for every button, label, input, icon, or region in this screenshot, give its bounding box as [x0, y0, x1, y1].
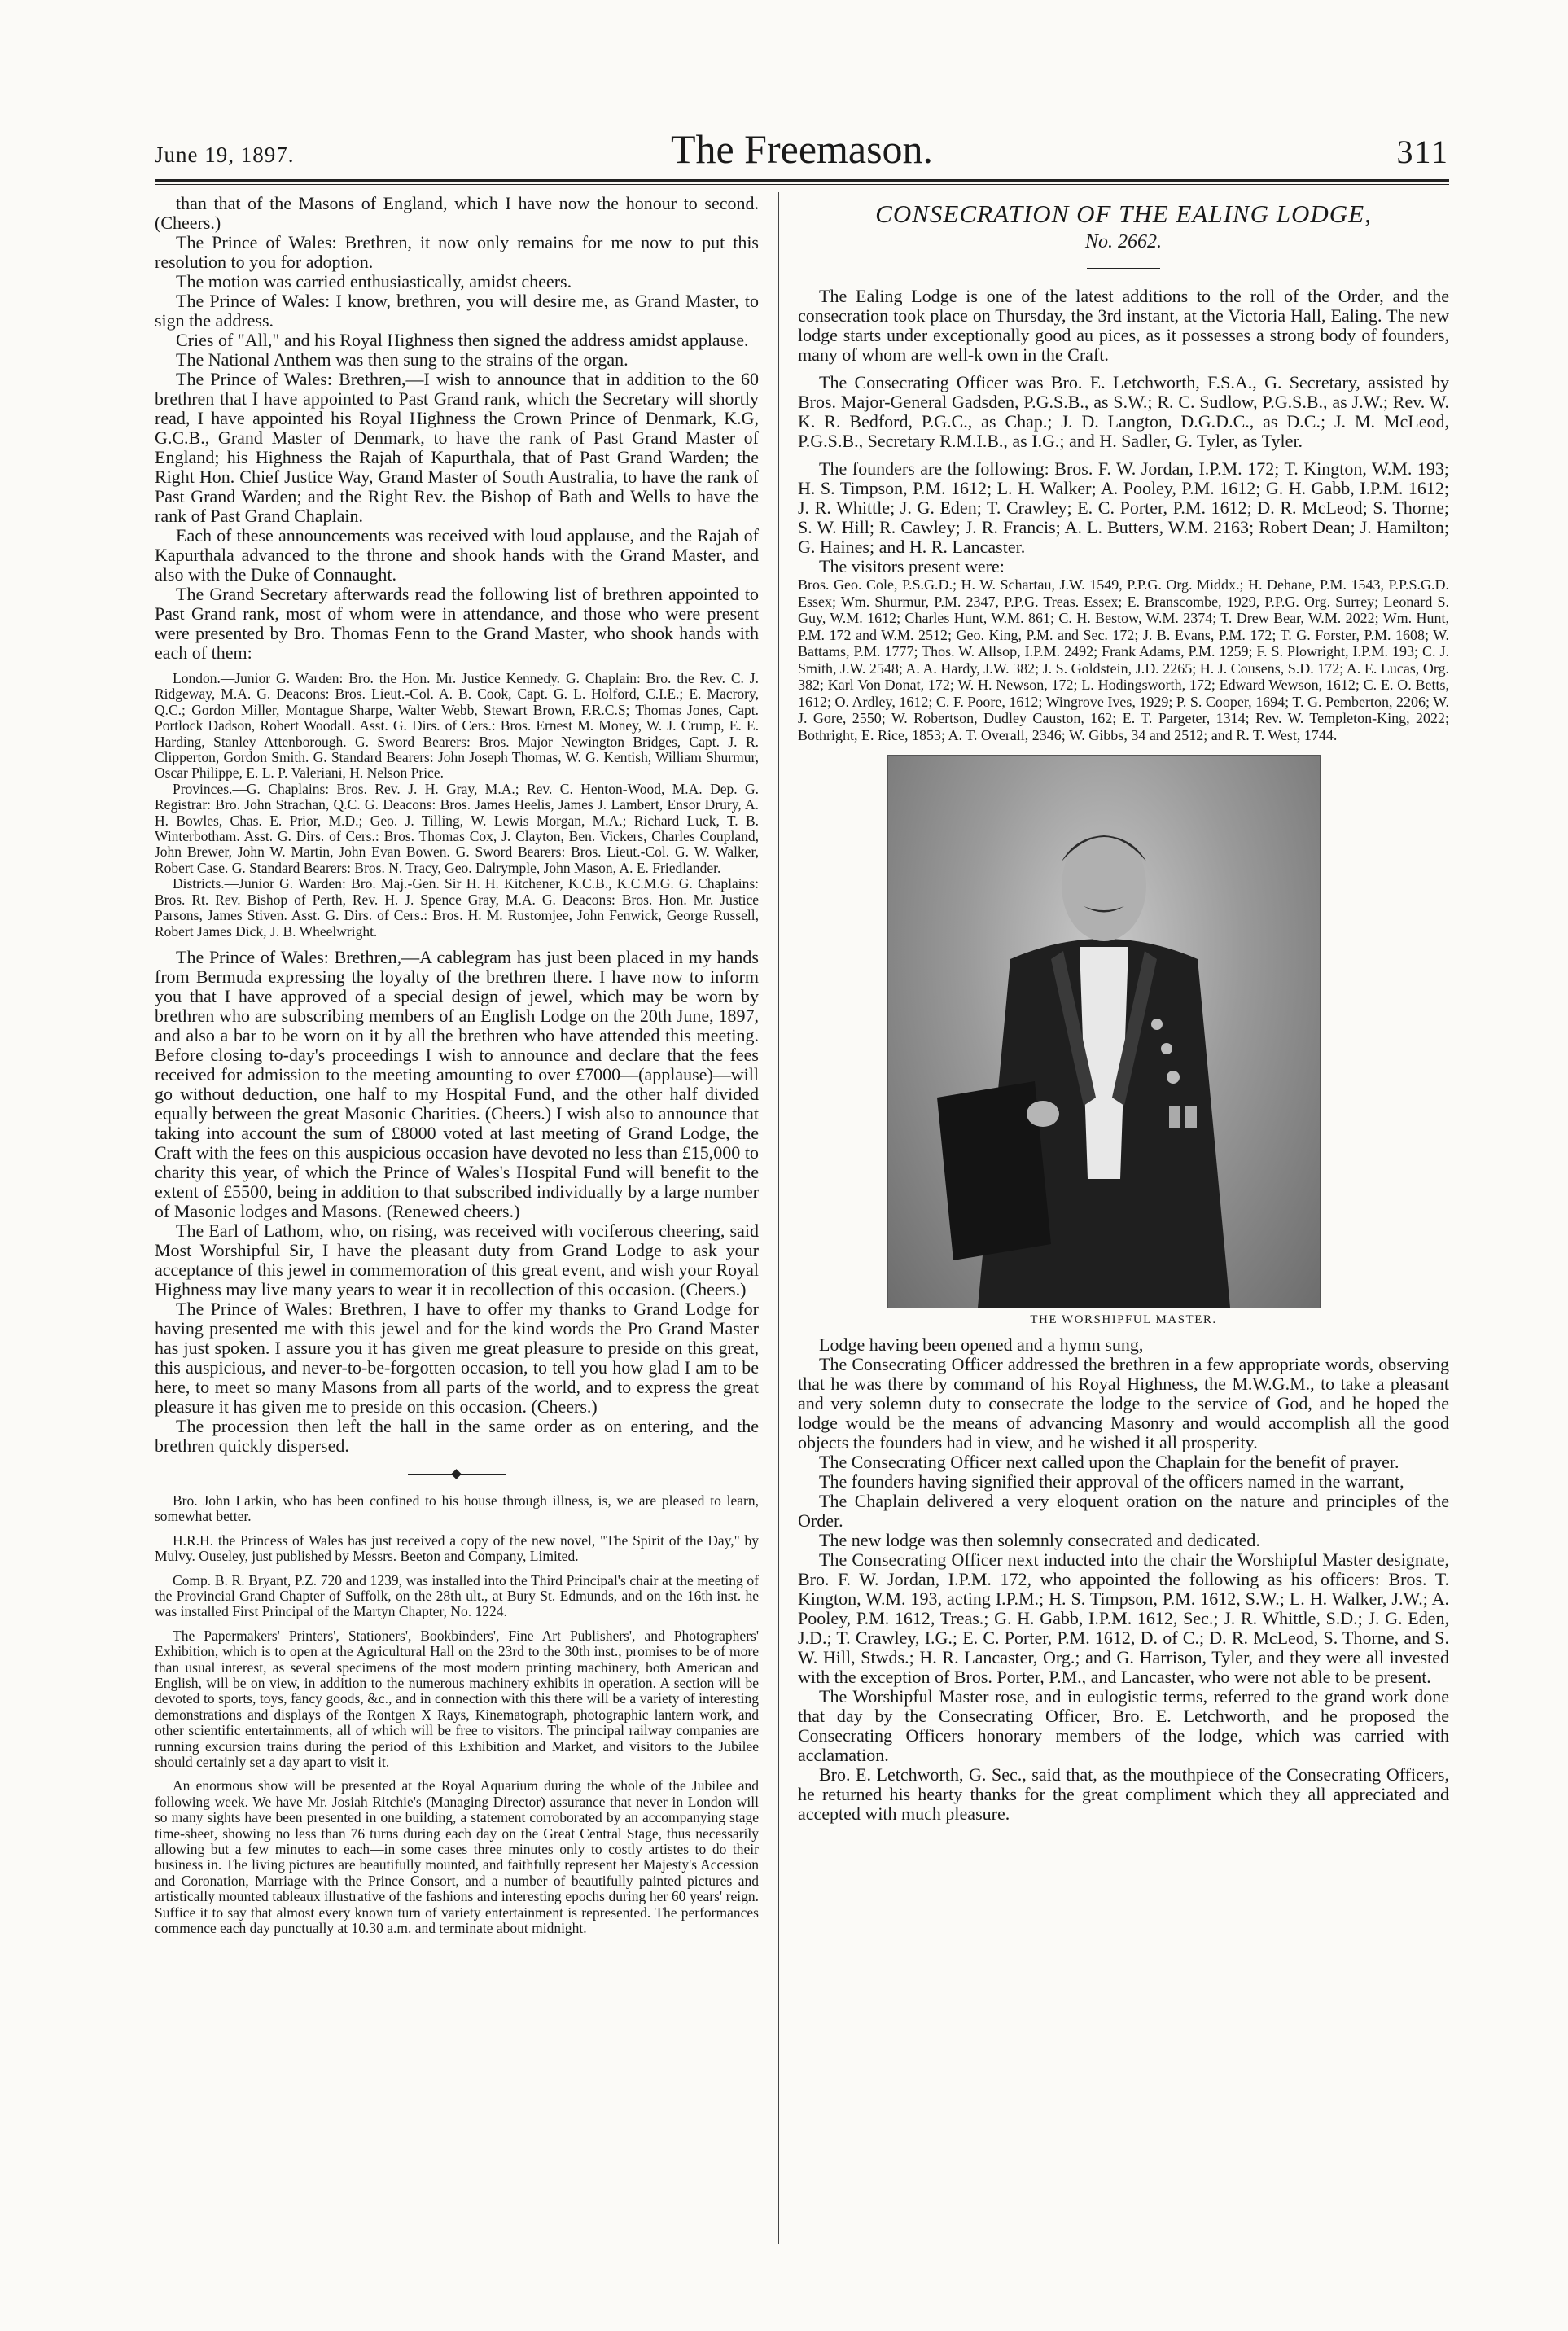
newspaper-title: The Freemason.: [670, 126, 934, 172]
consecration-report-continued: [798, 1335, 1449, 1824]
paragraph: The Consecrating Officer was Bro. E. Letchworth, F.S.A., G. Secretary, assisted by Bros. Major-General Gadsden, P.G.S.B., as S.W.; R. C. Sudlow, P.G.S.B., as J.W.; Rev. W. K. R. Bedford, P.G.C., as Chap.; J. D. Langton, D.G.D.C., as D.C.; J. M. McLeod, P.G.S.B., Secretary R.M.I.B., as I.G.; and H. Sadler, G. Tyler, as Tyler.: [798, 372, 1449, 451]
news-note: Bro. John Larkin, who has been confined to his house through illness, is, we are pleased to learn, somewhat better.: [155, 1492, 759, 1525]
article-heading: CONSECRATION OF THE EALING LODGE,: [875, 199, 1372, 228]
lodge-number: No. 2662.: [1084, 231, 1162, 252]
left-column: [155, 194, 759, 1936]
paragraph: The motion was carried enthusiastically, amidst cheers.: [176, 271, 572, 291]
column-divider: [778, 192, 779, 2244]
paragraph: The Prince of Wales: Brethren, it now only remains for me now to put this resolution to you for adoption.: [155, 232, 759, 272]
list-item: Districts.—Junior G. Warden: Bro. Maj.-Gen. Sir H. H. Kitchener, K.C.B., K.C.M.G. G. Chaplains: Bros. Rt. Rev. Bishop of Perth, Rev. H. J. Spence Gray, M.A. G. Deacons: Bros. Hon. Mr. Justice Parsons, James Stiven. Asst. G. Dirs. of Cers.: Bros. H. M. Rustomjee, John Fenwick, George Russell, Robert James Dick, J. B. Wheelwright.: [155, 875, 759, 940]
paragraph: The Prince of Wales: Brethren,—A cablegram has just been placed in my hands from Bermuda expressing the loyalty of the brethren there. I have now to inform you that I have approved of a special design of jewel, which may be worn by brethren who are subscribing members of an English Lodge on the 20th June, 1897, and also a bar to be worn on it by all the brethren who have attended this meeting. Before closing to-day's proceedings I wish to announce and declare that the fees received for admission to the meeting amounting to over £7000—(applause)—will go without deduction, one half to my Hospital Fund, and the other half divided equally between the great Masonic Charities. (Cheers.) I wish also to announce that taking into account the sum of £8000 voted at last meeting of Grand Lodge, the Craft with the fees on this auspicious occasion have devoted no less than £15,000 to charity this year, of which the Prince of Wales's Hospital Fund will benefit to the extent of £5500, being in addition to that subscribed individually by a large number of Masonic lodges and Masons. (Renewed cheers.): [155, 946, 759, 1221]
grand-lodge-report: [155, 194, 759, 663]
paragraph: The Prince of Wales: I know, brethren, you will desire me, as Grand Master, to sign the address.: [155, 291, 759, 331]
paragraph: Bro. E. Letchworth, G. Sec., said that, as the mouthpiece of the Consecrating Officers, he returned his hearty thanks for the great compliment which they all appreciated and accepted with much pleasure.: [798, 1764, 1449, 1824]
visitors-text: Bros. Geo. Cole, P.S.G.D.; H. W. Schartau, J.W. 1549, P.P.G. Org. Middx.; H. Dehane, P.M. 1543, P.P.S.G.D. Essex; Wm. Shurmur, P.M. 2347, P.P.G. Treas. Essex; E. Branscombe, 1929, P.P.G. Org. Surrey; Leonard S. Guy, W.M. 1612; Charles Hunt, W.M. 861; C. H. Bestow, W.M. 2374; T. Drew Bear, W.M. 2022; Wm. Hunt, P.M. 172 and W.M. 2512; Geo. King, P.M. and Sec. 172; J. B. Evans, P.M. 172; T. G. Forster, P.M. 1608; W. Battams, P.M. 1777; Thos. W. Allsop, I.P.M. 2492; Frank Adams, P.M. 1259; F. S. Plowright, I.P.M. 193; C. J. Smith, J.W. 2548; A. A. Hardy, J.W. 382; J. S. Goldstein, J.D. 2265; H. J. Cousens, S.D. 172; A. E. Lucas, Org. 382; Karl Von Donat, 172; W. H. Newson, 172; L. Hodingsworth, 172; Edward Wewson, 1612; C. E. O. Betts, 1612; O. Ardley, 1612; C. F. Poore, 1612; Wingrove Ives, 1929; P. S. Cooper, 1694; T. G. Pemberton, 2206; W. J. Gore, 2550; W. Robertson, Dudley Causton, 162; E. T. Pargeter, 1314; Rev. W. Templeton-King, 2022; Bothright, E. Rice, 1853; A. T. Overall, 2346; W. Gibbs, 34 and 2512; and R. T. West, 1744.: [798, 576, 1449, 743]
paragraph: Cries of "All," and his Royal Highness then signed the address amidst applause.: [176, 330, 749, 350]
paragraph: The Grand Secretary afterwards read the following list of brethren appointed to Past Grand rank, most of whom were in attendance, and those who were present were presented by Bro. Thomas Fenn to the Grand Master, who shook hands with each of them:: [155, 584, 759, 663]
paragraph: The Prince of Wales: Brethren,—I wish to announce that in addition to the 60 brethren that I have appointed to Past Grand rank, which the Secretary will shortly read, I have appointed his Royal Highness the Crown Prince of Denmark, K.G, G.C.B., Grand Master of Denmark, to have the rank of Past Grand Master of England; his Highness the Rajah of Kapurthala, that of Past Grand Warden; the Right Hon. Chief Justice Way, Grand Master of South Australia, to have the rank of Past Grand Warden; and the Right Rev. the Bishop of Bath and Wells to have the rank of Past Grand Chaplain.: [155, 369, 759, 526]
paragraph: The Chaplain delivered a very eloquent oration on the nature and principles of the Order.: [798, 1491, 1449, 1531]
paragraph: than that of the Masons of England, which I have now the honour to second. (Cheers.): [155, 193, 759, 233]
consecration-report: [798, 287, 1449, 576]
news-note: Comp. B. R. Bryant, P.Z. 720 and 1239, was installed into the Third Principal's chair at the meeting of the Provincial Grand Chapter of Suffolk, on the 28th ult., at Bury St. Edmunds, and on the 16th inst. he was installed First Principal of the Martyn Chapter, No. 1224.: [155, 1571, 759, 1620]
portrait-photo: [887, 755, 1321, 1308]
paragraph: Lodge having been opened and a hymn sung,: [819, 1334, 1144, 1355]
masthead-rule-thin: [155, 184, 1449, 185]
paragraph: The founders having signified their approval of the officers named in the warrant,: [819, 1471, 1404, 1492]
news-note: H.R.H. the Princess of Wales has just received a copy of the new novel, "The Spirit of the Day," by Mulvy. Ouseley, just published by Messrs. Beeton and Company, Limited.: [155, 1531, 759, 1565]
visitors-list: [798, 576, 1449, 743]
news-note: The Papermakers' Printers', Stationers', Bookbinders', Fine Art Publishers', and Photographers' Exhibition, which is to open at the Agricultural Hall on the 23rd to the 30th inst., promises to be of more than usual interest, as several specimens of the most modern printing machinery, both American and English, will be on view, in addition to the numerous machinery exhibits in operation. A section will be devoted to sports, toys, fancy goods, &c., and in connection with this there will be a variety of interesting demonstrations and displays of the Rontgen X Rays, Kinematograph, photographic lantern work, and other scientific entertainments, all of which will be free to visitors. The principal railway companies are running excursion trains during the period of this Exhibition and Market, and visitors to the Jubilee should certainly set a day apart to visit it.: [155, 1627, 759, 1770]
paragraph: The Consecrating Officer addressed the brethren in a few appropriate words, observing that he was there by command of his Royal Highness, the M.W.G.M., to take a pleasant and very solemn duty to consecrate the lodge to the service of God, and he hoped the lodge would be the means of advancing Masonry and would accomplish all the good objects the founders had in view, and he wished it all prosperity.: [798, 1354, 1449, 1452]
masthead-rule: [155, 179, 1449, 182]
past-grand-rank-list: [155, 671, 759, 940]
paragraph: Each of these announcements was received with loud applause, and the Rajah of Kapurthala advanced to the throne and shook hands with the Grand Master, and also with the Duke of Connaught.: [155, 525, 759, 585]
heading-rule: [1087, 268, 1160, 269]
paragraph: The new lodge was then solemnly consecrated and dedicated.: [819, 1530, 1260, 1550]
right-column: [798, 194, 1449, 1824]
paragraph: The Earl of Lathom, who, on rising, was received with vociferous cheering, said Most Worshipful Sir, I have the pleasant duty from Grand Lodge to ask your acceptance of this jewel in commemoration of this great event, and wish your Royal Highness may live many years to wear it in recollection of this occasion. (Cheers.): [155, 1220, 759, 1299]
list-item: London.—Junior G. Warden: Bro. the Hon. Mr. Justice Kennedy. G. Chaplain: Bro. the Rev. C. J. Ridgeway, M.A. G. Deacons: Bros. Lieut.-Col. A. B. Cook, Capt. G. L. Holford, C.I.E.; E. Macrory, Q.C.; Gordon Miller, Montague Sharpe, Walter Webb, Stewart Brown, F.R.C.S; Thomas Jones, Capt. Portlock Dadson, Robert Woodall. Asst. G. Dirs. of Cers.: Bros. Ernest M. Money, W. J. Crump, E. E. Harding, Stanley Attenborough. G. Sword Bearers: Bros. Major Newington Bridges, Capt. J. R. Clipperton, Gordon Smith. G. Standard Bearers: John Joseph Thomas, W. G. Kentish, William Shurmur, Oscar Philippe, E. L. P. Valeriani, H. Nelson Price.: [155, 670, 759, 782]
paragraph: The Ealing Lodge is one of the latest additions to the roll of the Order, and the consecration took place on Thursday, the 3rd instant, at the Victoria Hall, Ealing. The new lodge starts under exceptionally good au pices, as it possesses a strong body of founders, many of whom are well-k own in the Craft.: [798, 286, 1449, 365]
page-number: 311: [1396, 134, 1449, 170]
news-note: An enormous show will be presented at the Royal Aquarium during the whole of the Jubilee and following week. We have Mr. Josiah Ritchie's (Managing Director) assurance that never in London will so many sights have been presented in one building, a statement corroborated by an accompanying stage time-sheet, showing no less than 76 turns during each day on the Great Central Stage, thus necessarily allowing but a few minutes to each—in some cases three minutes only to costly artistes to do their business in. The living pictures are beautifully mounted, and faithfully represent her Majesty's Accession and Coronation, Marriage with the Prince Consort, and a number of beautifully painted pictures and artistically mounted tableaux illustrative of the fashions and interesting epochs during her 60 years' reign. Suffice it to say that almost every known turn of variety entertainment is represented. The performances commence each day punctually at 10.30 a.m. and terminate about midnight.: [155, 1777, 759, 1937]
paragraph: The Prince of Wales: Brethren, I have to offer my thanks to Grand Lodge for having presented me with this jewel and for the kind words the Pro Grand Master has just spoken. I assure you it has given me great pleasure to preside on this great, this auspicious, and never-to-be-forgotten occasion, to tell you how glad I am to be here, to meet so many Masons from all parts of the world, and to express the great pleasure it has given me to preside on this occasion. (Cheers.): [155, 1298, 759, 1417]
news-notes: [155, 1493, 759, 1937]
paragraph: The founders are the following: Bros. F. W. Jordan, I.P.M. 172; T. Kington, W.M. 193; H. S. Timpson, P.M. 1612; L. H. Walker; A. Pooley, P.M. 1612; G. H. Gabb, I.P.M. 1612; J. R. Whittle; J. G. Eden; T. Crawley; E. C. Porter, P.M. 1612; D. R. McLeod; S. Thorne; S. W. Hill; R. Cawley; J. R. Francis; A. L. Butters, W.M. 2163; Robert Dean; J. Hamilton; G. Haines; and H. R. Lancaster.: [798, 458, 1449, 557]
masthead: [155, 120, 1449, 176]
section-divider: [408, 1474, 506, 1475]
photo-caption: THE WORSHIPFUL MASTER.: [1030, 1313, 1217, 1326]
paragraph: The Consecrating Officer next called upon the Chaplain for the benefit of prayer.: [819, 1452, 1399, 1472]
list-item: Provinces.—G. Chaplains: Bros. Rev. J. H. Gray, M.A.; Rev. C. Henton-Wood, M.A. Dep. G. Registrar: Bro. John Strachan, Q.C. G. Deacons: Bros. James Heelis, James J. Lambert, Ensor Drury, A. H. Bowles, Chas. E. Prior, M.D.; Geo. J. Tilling, W. Lewis Morgan, M.A.; Richard Luck, T. B. Winterbotham. Asst. G. Dirs. of Cers.: Bros. Thomas Cox, J. Clayton, Ben. Vickers, Charles Coupland, John Brewer, John W. Martin, John Evan Bowen. G. Sword Bearers: Bros. Lieut.-Col. G. W. Walker, Robert Case. G. Standard Bearers: Bros. N. Tracy, Geo. Dalrymple, John Mason, A. E. Friedlander.: [155, 780, 759, 876]
paragraph: The Consecrating Officer next inducted into the chair the Worshipful Master designate, Bro. F. W. Jordan, I.P.M. 172, who appointed the following as his officers: Bros. T. Kington, W.M. 193, acting I.P.M.; H. S. Timpson, P.M. 1612, S.W.; L. H. Walker, J.W.; A. Pooley, P.M. 1612, Treas.; G. H. Gabb, I.P.M. 1612, Sec.; J. R. Whittle, S.D.; J. G. Eden, J.D.; T. Crawley, I.G.; E. C. Porter, P.M. 1612, D. of C.; D. R. McLeod, S. Thorne, and S. W. Hill, Stwds.; H. R. Lancaster, Org.; and G. Harrison, Tyler, and they were all invested with the exception of Bros. Porter, P.M., and Lancaster, who were not able to be present.: [798, 1549, 1449, 1687]
issue-date: June 19, 1897.: [155, 142, 295, 167]
paragraph: The National Anthem was then sung to the strains of the organ.: [176, 349, 629, 370]
portrait-figure-icon: [888, 756, 1320, 1308]
paragraph: The procession then left the hall in the same order as on entering, and the brethren quickly dispersed.: [155, 1415, 759, 1456]
paragraph: The Worshipful Master rose, and in eulogistic terms, referred to the grand work done that day by the Consecrating Officer, Bro. E. Letchworth, and he proposed the Consecrating Officers honorary members of the lodge, which was carried with acclamation.: [798, 1686, 1449, 1765]
grand-lodge-report-continued: [155, 948, 759, 1456]
paragraph: The visitors present were:: [819, 556, 1005, 576]
